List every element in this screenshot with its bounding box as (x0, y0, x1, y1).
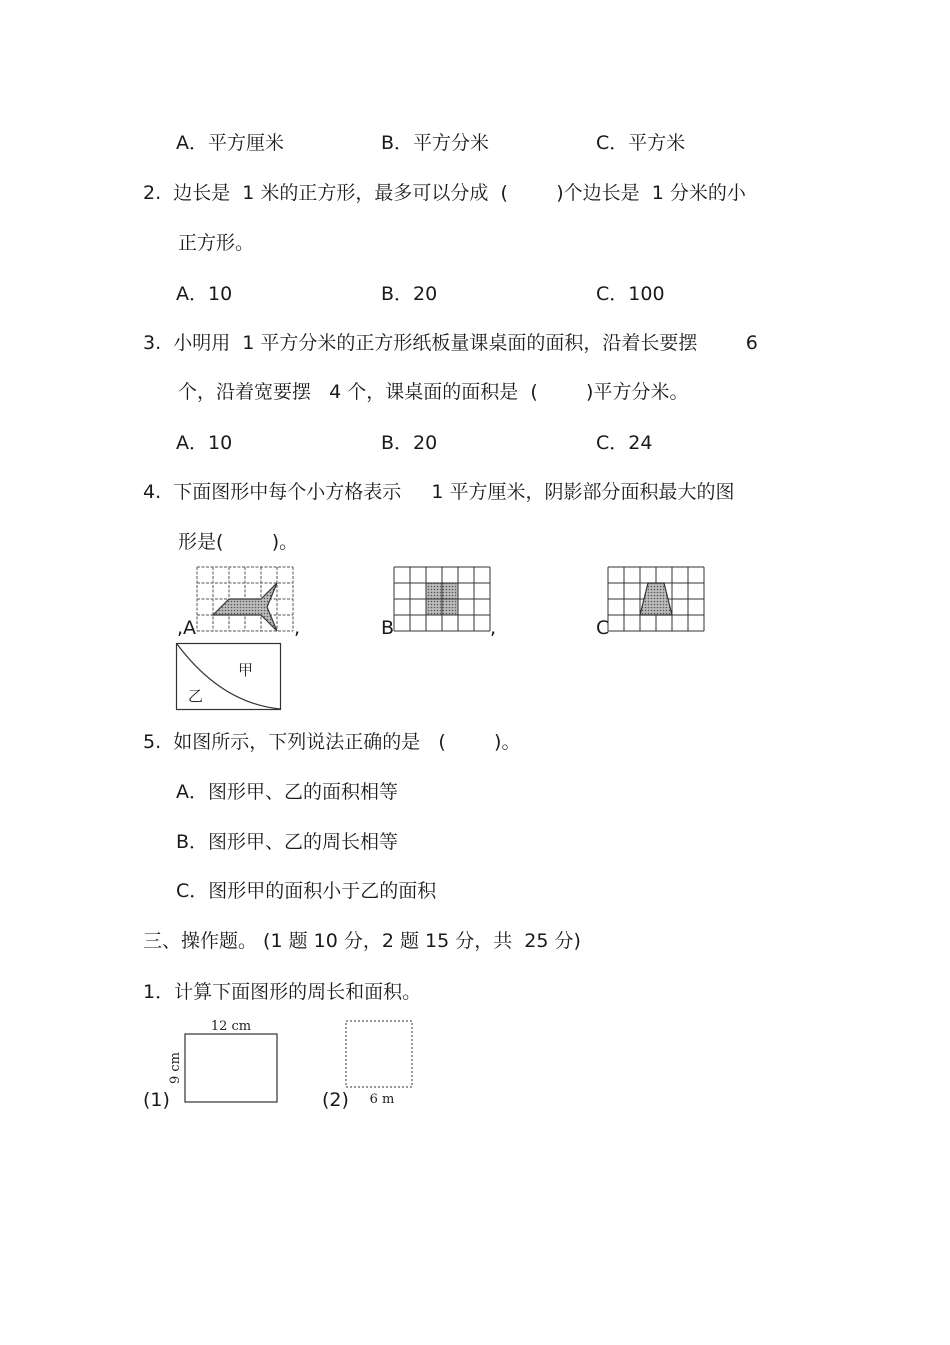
q3-option-c: C．24 (596, 432, 653, 454)
q2-option-c: C．100 (596, 283, 665, 305)
q4-label-c: C (596, 617, 610, 639)
q2-stem-line1: 2. 边长是 1 米的正方形，最多可以分成 ( )个边长是 1 分米的小 (143, 182, 746, 204)
q4-label-a: ,A (177, 617, 197, 639)
q4-comma-b: , (490, 617, 497, 639)
q4-stem-line2: 形是( )。 (178, 531, 299, 553)
q2-option-a: A．10 (176, 283, 233, 305)
q5-option-b: B．图形甲、乙的周长相等 (176, 831, 399, 853)
q3-stem-line1: 3. 小明用 1 平方分米的正方形纸板量课桌面的面积，沿着长要摆 6 (143, 332, 758, 354)
q5-stem: 5. 如图所示，下列说法正确的是 ( )。 (143, 731, 521, 753)
q4-comma-a: , (294, 617, 301, 639)
q1-option-b: B．平方分米 (381, 132, 490, 154)
q2-option-b: B．20 (381, 283, 438, 305)
rectangle-width-label: 12 cm (210, 1019, 252, 1034)
q4-label-b: B (381, 617, 395, 639)
q4-figure-b-grid (394, 567, 491, 632)
s3q1-rectangle-figure (167, 1017, 279, 1105)
q4-figure-c-grid (608, 567, 705, 632)
square-side-label: 6 m (369, 1092, 395, 1107)
s3q1-label-1: (1) (143, 1089, 170, 1111)
rectangle-height-label: 9 cm (168, 1051, 183, 1085)
q5-figure-label-yi: 乙 (188, 687, 204, 705)
q5-figure-label-jia: 甲 (238, 661, 254, 679)
s3q1-square-figure (345, 1019, 415, 1107)
q4-figure-c-shaded-trapezoid (640, 583, 672, 615)
s3q1-stem: 1．计算下面图形的周长和面积。 (143, 981, 422, 1003)
q4-figure-a-grid (197, 567, 294, 632)
q3-stem-line2: 个，沿着宽要摆 4 个，课桌面的面积是 ( )平方分米。 (178, 381, 689, 403)
q3-option-b: B．20 (381, 432, 438, 454)
q5-option-a: A．图形甲、乙的面积相等 (176, 781, 398, 803)
q1-option-c: C．平方米 (596, 132, 686, 154)
s3q1-label-2: (2) (322, 1089, 349, 1111)
section3-title: 三、操作题。 (1 题 10 分，2 题 15 分，共 25 分) (143, 930, 581, 952)
q5-figure (176, 643, 282, 711)
q4-stem-line1: 4. 下面图形中每个小方格表示 1 平方厘米，阴影部分面积最大的图 (143, 481, 735, 503)
q2-stem-line2: 正方形。 (178, 232, 255, 254)
q5-option-c: C．图形甲的面积小于乙的面积 (176, 880, 437, 902)
q3-option-a: A．10 (176, 432, 233, 454)
q1-option-a: A．平方厘米 (176, 132, 284, 154)
